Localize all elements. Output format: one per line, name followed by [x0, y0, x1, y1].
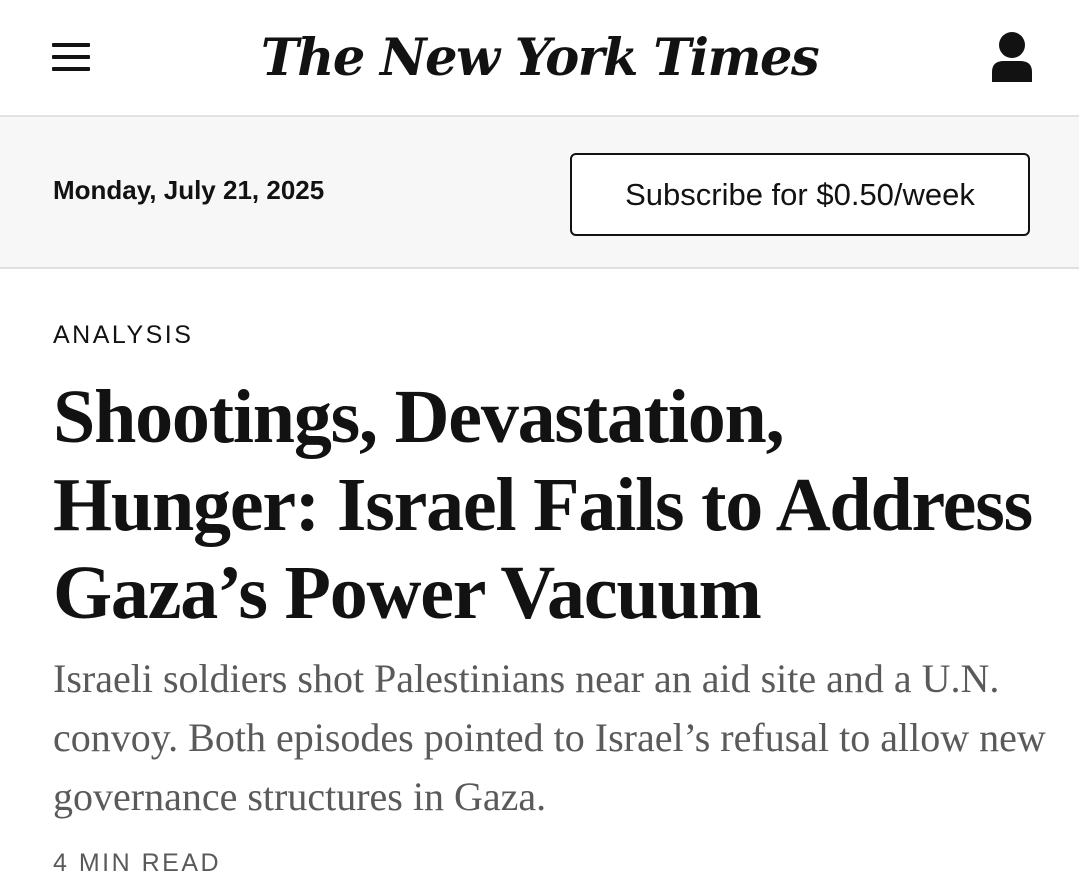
- user-account-icon[interactable]: [990, 30, 1034, 84]
- subscribe-button[interactable]: Subscribe for $0.50/week: [570, 153, 1030, 236]
- read-time: 4 MIN READ: [53, 849, 222, 876]
- article-kicker[interactable]: ANALYSIS: [53, 321, 194, 349]
- nyt-logo[interactable]: The New York Times: [260, 28, 819, 88]
- top-navigation-bar: [0, 0, 1079, 117]
- article-headline[interactable]: Shootings, Devastation, Hunger: Israel Fails to Address Gaza’s Power Vacuum: [53, 375, 1032, 635]
- date-subscribe-bar: [0, 117, 1079, 269]
- current-date: Monday, July 21, 2025: [53, 175, 325, 205]
- article-summary: Israeli soldiers shot Palestinians near an aid site and a U.N. convoy. Both episodes pointed to Israel’s refusal to allow new governance structures in Gaza.: [53, 656, 1046, 819]
